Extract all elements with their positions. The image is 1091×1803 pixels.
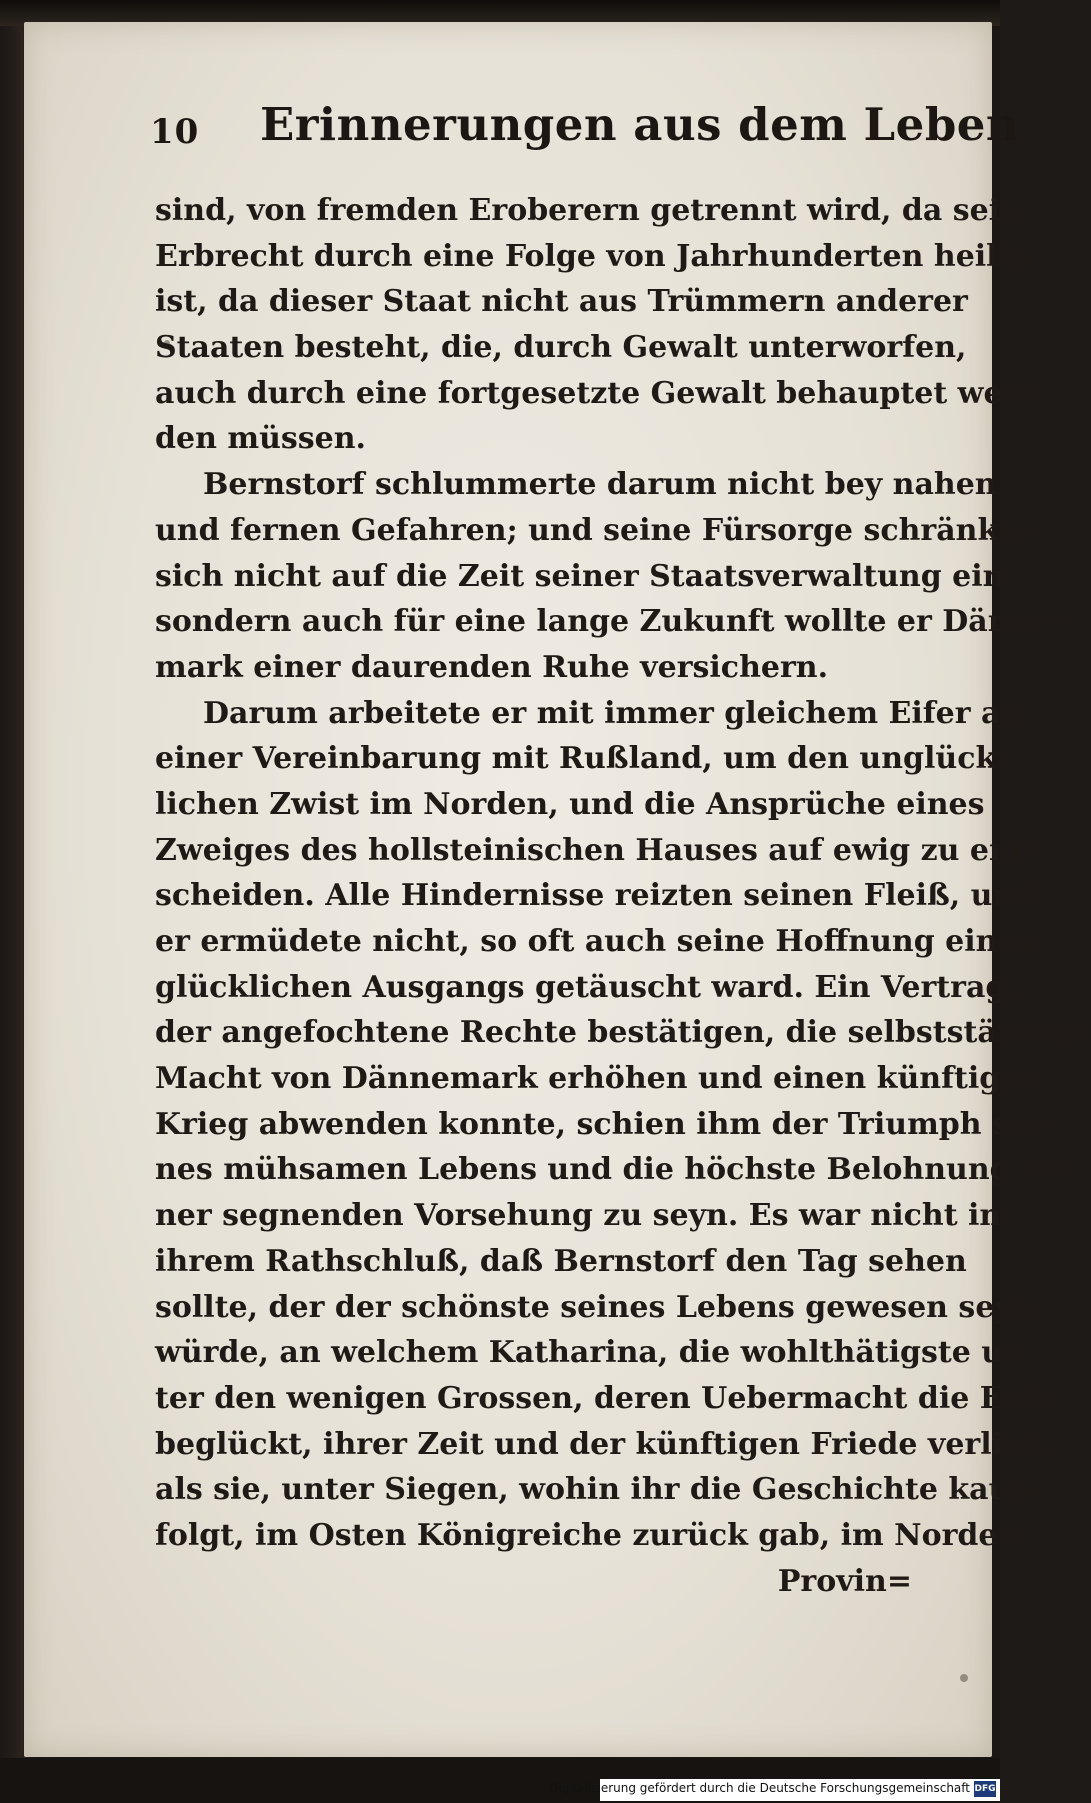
text-line: er ermüdete nicht, so oft auch seine Hoffnung eines bbox=[155, 924, 1034, 959]
page-header bbox=[150, 92, 1020, 162]
text-line: sind, von fremden Eroberern getrennt wird, da sein bbox=[155, 193, 1022, 228]
text-line: sondern auch für eine lange Zukunft wollte er Dänne= bbox=[155, 604, 1076, 640]
text-line: Zweiges des hollsteinischen Hauses auf ewig zu ent= bbox=[155, 832, 1050, 868]
text-line: auch durch eine fortgesetzte Gewalt behauptet wer= bbox=[155, 375, 1044, 411]
text-line: Krieg abwenden konnte, schien ihm der Triumph sei= bbox=[155, 1106, 1065, 1142]
text-line: einer Vereinbarung mit Rußland, um den unglück= bbox=[155, 741, 1022, 777]
funding-note: Digitalisierung gefördert durch die Deutsche Forschungsgemeinschaft bbox=[548, 1781, 970, 1795]
text-line: Erbrecht durch eine Folge von Jahrhunderten heilig bbox=[155, 238, 1030, 274]
text-line: folgt, im Osten Königreiche zurück gab, im Norden bbox=[155, 1517, 1020, 1553]
text-line: sollte, der der schönste seines Lebens gewesen seyn bbox=[155, 1289, 1034, 1325]
text-line: nes mühsamen Lebens und die höchste Belohnung ei= bbox=[155, 1152, 1077, 1188]
text-line: Macht von Dännemark erhöhen und einen künftigen bbox=[155, 1061, 1042, 1097]
text-line: Darum arbeitete er mit immer gleichem Eifer an bbox=[203, 695, 1023, 731]
text-line: ihrem Rathschluß, daß Bernstorf den Tag sehen bbox=[155, 1243, 967, 1279]
text-line: Bernstorf schlummerte darum nicht bey nahen bbox=[203, 467, 997, 503]
text-line: und fernen Gefahren; und seine Fürsorge schränkte bbox=[155, 512, 1032, 548]
text-line: den müssen. bbox=[155, 421, 366, 457]
text-line: würde, an welchem Katharina, die wohlthätigste un= bbox=[155, 1335, 1051, 1371]
text-line: ner segnenden Vorsehung zu seyn. Es war nicht in bbox=[155, 1198, 1002, 1234]
dfg-logo: DFG bbox=[974, 1781, 996, 1797]
catchword: Provin= bbox=[777, 1563, 912, 1599]
text-line: beglückt, ihrer Zeit und der künftigen Friede verlieh, bbox=[155, 1426, 1055, 1462]
text-line: ist, da dieser Staat nicht aus Trümmern anderer bbox=[155, 284, 968, 320]
text-line: sich nicht auf die Zeit seiner Staatsverwaltung ein, bbox=[155, 558, 1015, 594]
text-line: als sie, unter Siegen, wohin ihr die Geschichte kaum bbox=[155, 1472, 1043, 1508]
text-line: lichen Zwist im Norden, und die Ansprüche eines bbox=[155, 786, 985, 822]
text-line: mark einer daurenden Ruhe versichern. bbox=[155, 649, 829, 685]
text-line: der angefochtene Rechte bestätigen, die selbstständige bbox=[155, 1015, 1091, 1051]
body-text bbox=[155, 188, 1091, 1604]
text-line: scheiden. Alle Hindernisse reizten seinen Fleiß, und bbox=[155, 878, 1036, 914]
text-line: ter den wenigen Grossen, deren Uebermacht die Erde bbox=[155, 1380, 1059, 1416]
paper-spot bbox=[960, 1674, 968, 1682]
text-line: glücklichen Ausgangs getäuscht ward. Ein Vertrag, bbox=[155, 969, 1017, 1005]
page-number: 10 bbox=[150, 112, 200, 152]
running-head: Erinnerungen aus dem Leben bbox=[260, 98, 1020, 151]
text-line: Staaten besteht, die, durch Gewalt unterworfen, bbox=[155, 330, 967, 366]
